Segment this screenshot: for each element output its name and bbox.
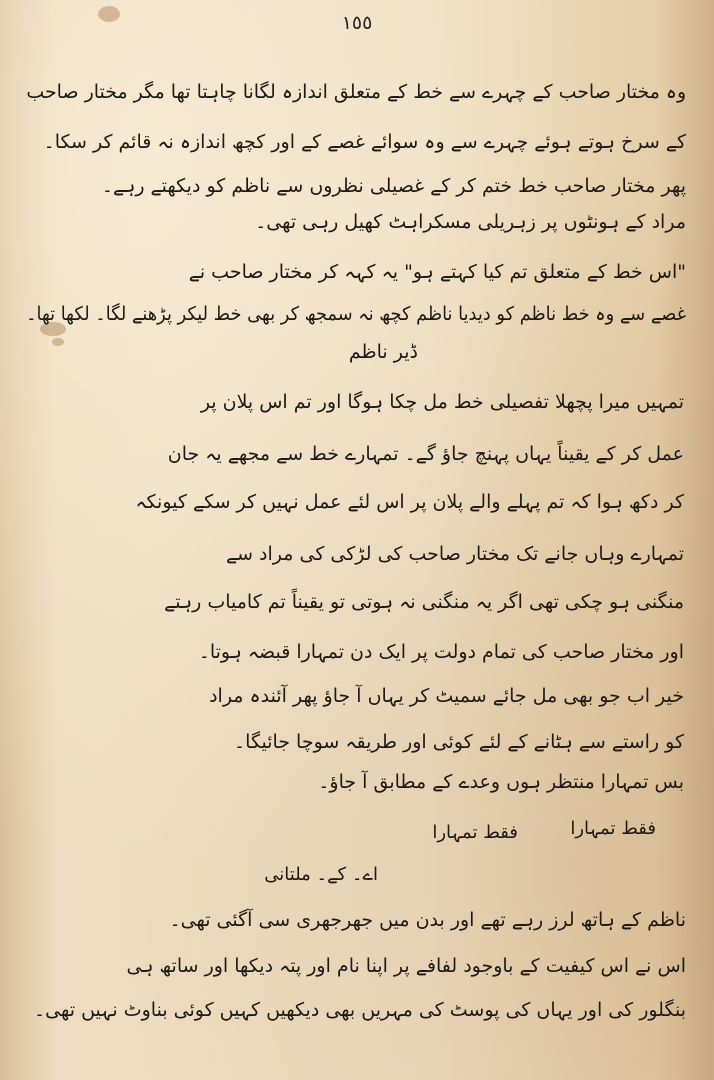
letter-line: اور مختار صاحب کی تمام دولت پر ایک دن تمہارا قبضہ ہوتا۔ [198,641,684,663]
letter-salutation: ڈیر ناظم [348,341,418,363]
signature-name: اے۔ کے۔ ملتانی [264,864,378,885]
text-line: غصے سے وہ خط ناظم کو دیدیا ناظم کچھ نہ سمجھ کر بھی خط لیکر پڑھنے لگا۔ لکھا تھا۔ [26,303,686,325]
page-stain [52,338,64,346]
letter-line: منگنی ہو چکی تھی اگر یہ منگنی نہ ہوتی تو یقیناً تم کامیاب رہتے [164,591,684,613]
letter-line: عمل کر کے یقیناً یہاں پہنچ جاؤ گے۔ تمہارے خط سے مجھے یہ جان [167,443,684,465]
text-line: بنگلور کی اور یہاں کی پوسٹ کی مہریں بھی دیکھیں کہیں کوئی بناوٹ نہیں تھی۔ [34,999,686,1021]
signature-closing-right: فقط تمہارا [570,818,656,839]
letter-line: تمہارے وہاں جانے تک مختار صاحب کی لڑکی کی مراد سے [225,543,684,565]
letter-line: کر دکھ ہوا کہ تم پہلے والے پلان پر اس لئے عمل نہیں کر سکے کیونکہ [135,491,684,513]
text-line: پھر مختار صاحب خط ختم کر کے غصیلی نظروں سے ناظم کو دیکھتے رہے۔ [101,175,686,197]
text-line: اس نے اس کیفیت کے باوجود لفافے پر اپنا نام اور پتہ دیکھا اور ساتھ ہی [126,955,686,977]
letter-line: خیر اب جو بھی مل جائے سمیٹ کر یہاں آ جاؤ پھر آئندہ مراد [209,685,684,707]
letter-line: کو راستے سے ہٹانے کے لئے کوئی اور طریقہ سوچا جائیگا۔ [234,731,684,753]
text-line: کے سرخ ہوتے ہوئے چہرے سے وہ سوائے غصے کے اور کچھ اندازہ نہ قائم کر سکا۔ [43,131,686,153]
page-number: ١٥٥ [341,12,373,34]
text-line: "اس خط کے متعلق تم کیا کہتے ہو" یہ کہہ کر مختار صاحب نے [188,261,686,283]
text-line: ناظم کے ہاتھ لرز رہے تھے اور بدن میں جھرجھری سی آگئی تھی۔ [169,909,686,931]
letter-line: بس تمہارا منتظر ہوں وعدے کے مطابق آ جاؤ۔ [318,771,684,793]
letter-line: تمہیں میرا پچھلا تفصیلی خط مل چکا ہوگا اور تم اس پلان پر [200,391,684,413]
text-line: وہ مختار صاحب کے چہرے سے خط کے متعلق اندازہ لگانا چاہتا تھا مگر مختار صاحب [26,81,686,103]
text-line: مراد کے ہونٹوں پر زہریلی مسکراہٹ کھیل رہی تھی۔ [255,211,686,233]
signature-closing-left: فقط تمہارا [432,822,518,843]
